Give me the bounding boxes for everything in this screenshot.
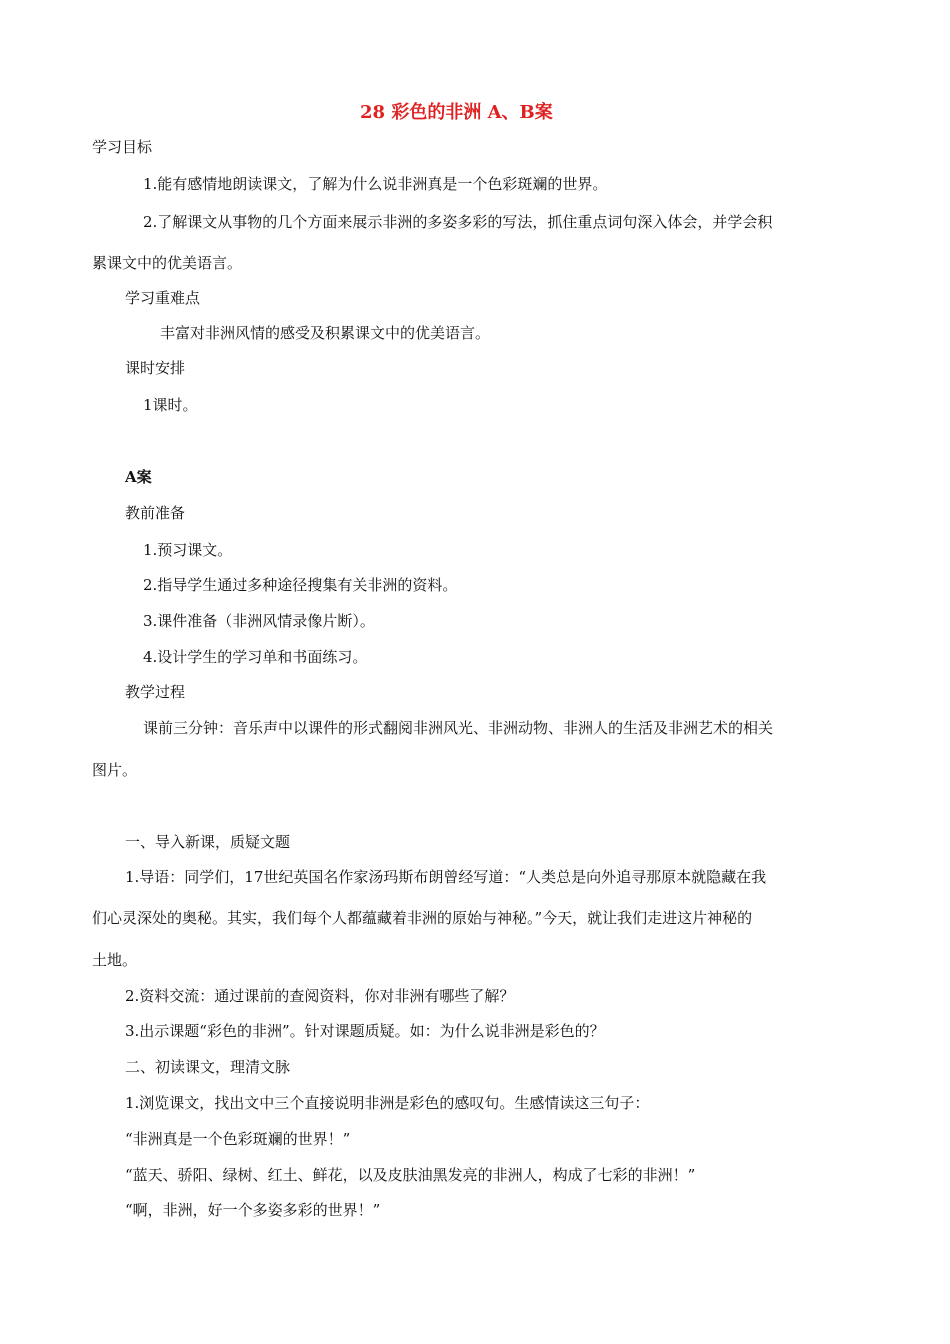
objectives-heading: 学习目标 [92,138,153,156]
page-title: 28 彩色的非洲 A、B案 [360,102,553,123]
objective-item-1: 1.能有感情地朗读课文，了解为什么说非洲真是一个色彩斑斓的世界。 [143,175,608,193]
section-1-p1-line-2: 们心灵深处的奥秘。其实，我们每个人都蕴藏着非洲的原始与神秘。”今天，就让我们走进这片神秘的 [92,909,753,927]
schedule-heading: 课时安排 [125,359,186,377]
warmup-line-2: 图片。 [92,761,138,779]
quote-1: “非洲真是一个色彩斑斓的世界！” [125,1130,351,1148]
section-1-p1-line-3: 土地。 [92,951,138,969]
objective-item-2-line-2: 累课文中的优美语言。 [92,254,243,272]
key-points-heading: 学习重难点 [125,289,201,307]
section-1-heading: 一、导入新课，质疑文题 [125,833,291,851]
key-points-text: 丰富对非洲风情的感受及积累课文中的优美语言。 [160,324,491,342]
prep-heading: 教前准备 [125,504,186,522]
prep-item-2: 2.指导学生通过多种途径搜集有关非洲的资料。 [143,576,458,594]
objective-item-2-line-1: 2.了解课文从事物的几个方面来展示非洲的多姿多彩的写法，抓住重点词句深入体会，并学会积 [143,213,773,231]
prep-item-1: 1.预习课文。 [143,541,233,559]
prep-item-3: 3.课件准备（非洲风情录像片断）。 [143,612,375,630]
section-2-heading: 二、初读课文，理清文脉 [125,1058,291,1076]
schedule-text: 1课时。 [143,396,198,414]
process-heading: 教学过程 [125,683,186,701]
quote-2: “蓝天、骄阳、绿树、红土、鲜花，以及皮肤油黑发亮的非洲人，构成了七彩的非洲！” [125,1166,696,1184]
section-1-p2: 2.资料交流：通过课前的查阅资料，你对非洲有哪些了解？ [125,987,515,1005]
quote-3: “啊，非洲，好一个多姿多彩的世界！” [125,1201,381,1219]
plan-a-heading: A案 [125,468,152,486]
section-1-p1-line-1: 1.导语：同学们，17世纪英国名作家汤玛斯布朗曾经写道：“人类总是向外追寻那原本就隐藏在我 [125,868,767,886]
section-1-p3: 3.出示课题“彩色的非洲”。针对课题质疑。如：为什么说非洲是彩色的？ [125,1022,605,1040]
prep-item-4: 4.设计学生的学习单和书面练习。 [143,648,368,666]
warmup-line-1: 课前三分钟：音乐声中以课件的形式翻阅非洲风光、非洲动物、非洲人的生活及非洲艺术的相关 [143,719,774,737]
section-2-p1: 1.浏览课文，找出文中三个直接说明非洲是彩色的感叹句。生感情读这三句子： [125,1094,650,1112]
